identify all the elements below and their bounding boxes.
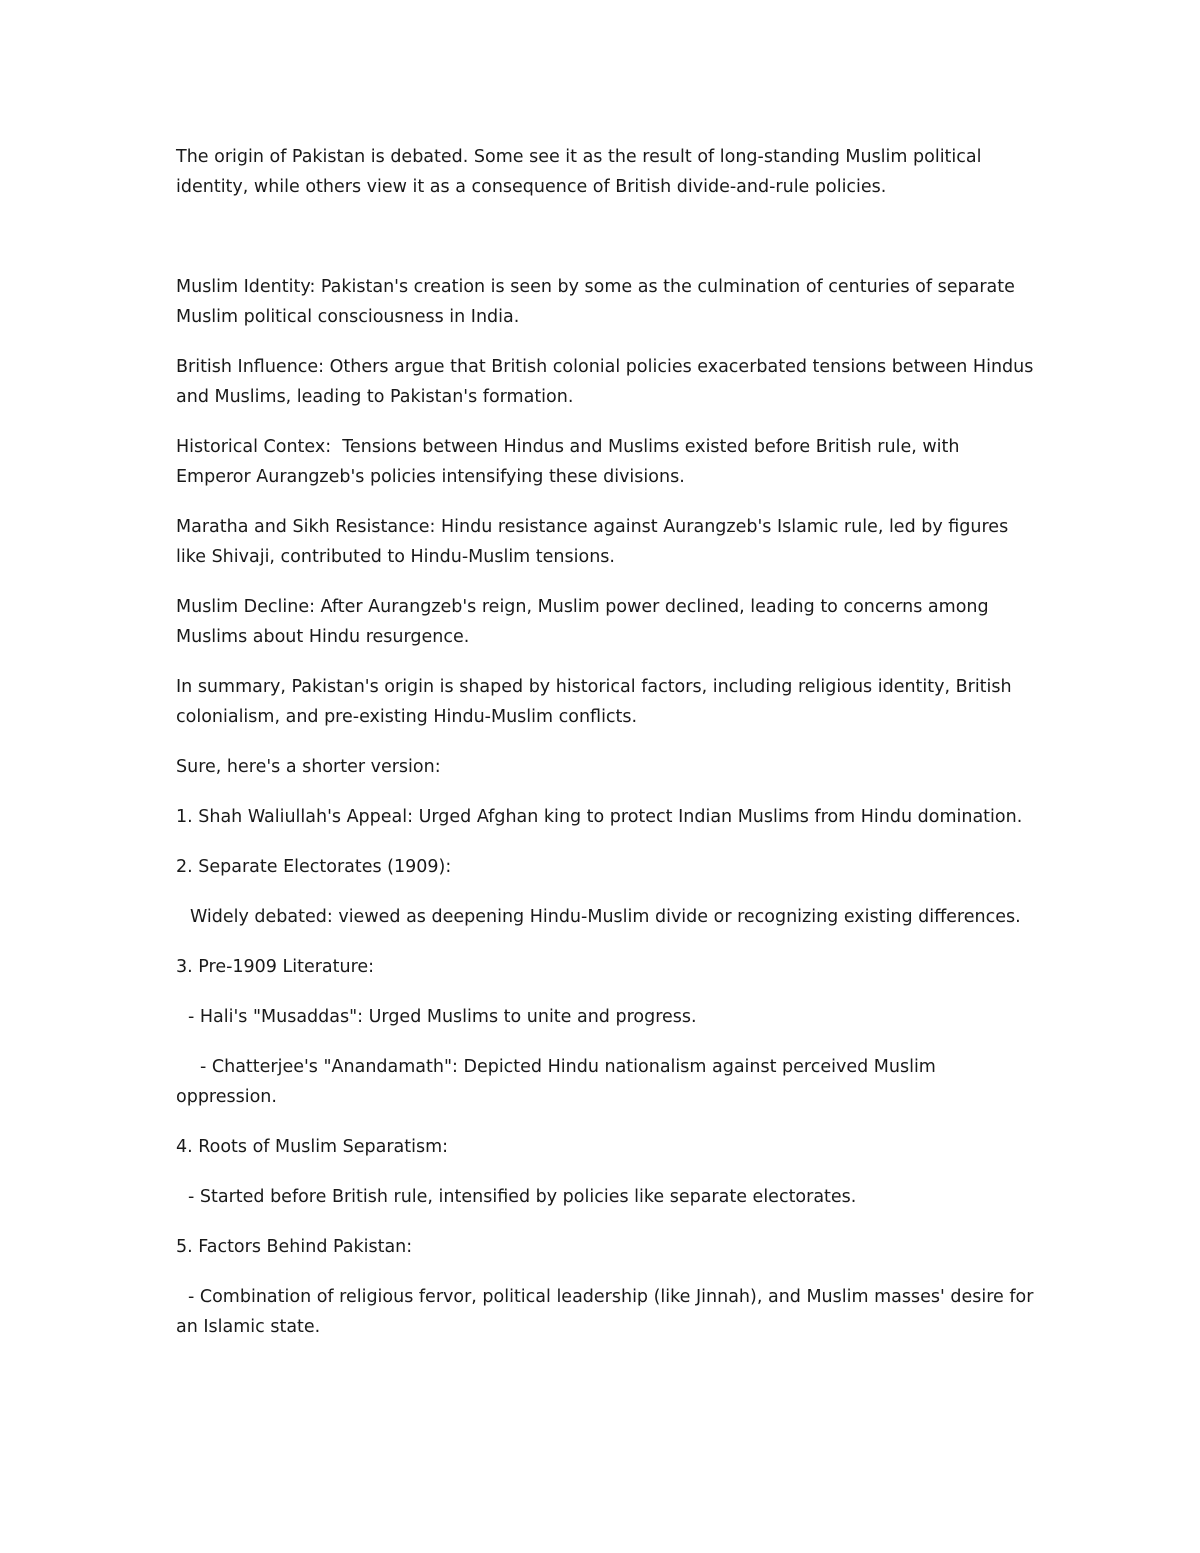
list-item-4-detail: - Started before British rule, intensified by policies like separate electorates.: [188, 1187, 857, 1207]
point-muslim-decline: Muslim Decline: After Aurangzeb's reign, Muslim power declined, leading to concerns among Muslims about Hindu resurgence.: [176, 597, 995, 647]
shorter-version-intro: Sure, here's a shorter version:: [176, 757, 441, 777]
document-body: [176, 142, 1039, 1362]
list-item-5-detail-text: - Combination of religious fervor, political leadership (like Jinnah), and Muslim masses' desire for an Islamic state.: [176, 1287, 1039, 1337]
list-item-5-detail: [176, 1282, 1039, 1342]
list-item-1: 1. Shah Waliullah's Appeal: Urged Afghan king to protect Indian Muslims from Hindu domination.: [176, 807, 1023, 827]
point-british-influence: British Influence: Others argue that British colonial policies exacerbated tensions between Hindus and Muslims, leading to Pakistan's formation.: [176, 357, 1039, 407]
intro-paragraph: The origin of Pakistan is debated. Some see it as the result of long-standing Muslim political identity, while others view it as a consequence of British divide-and-rule policies.: [176, 147, 988, 197]
summary-paragraph: In summary, Pakistan's origin is shaped by historical factors, including religious identity, British colonialism, and pre-existing Hindu-Muslim conflicts.: [176, 677, 1018, 727]
list-item-2-detail: Widely debated: viewed as deepening Hindu-Muslim divide or recognizing existing differences.: [190, 907, 1021, 927]
list-item-4: 4. Roots of Muslim Separatism:: [176, 1137, 449, 1157]
list-item-3-detail-b: [176, 1052, 1036, 1112]
list-item-5: 5. Factors Behind Pakistan:: [176, 1237, 413, 1257]
list-item-2: 2. Separate Electorates (1909):: [176, 857, 452, 877]
list-item-3: 3. Pre-1909 Literature:: [176, 957, 375, 977]
point-muslim-identity: Muslim Identity: Pakistan's creation is seen by some as the culmination of centuries of separate Muslim political consciousness in India.: [176, 277, 1021, 327]
point-maratha-sikh-resistance: Maratha and Sikh Resistance: Hindu resistance against Aurangzeb's Islamic rule, led by figures like Shivaji, contributed to Hindu-Muslim tensions.: [176, 517, 1014, 567]
list-item-3-detail-b-text: - Chatterjee's "Anandamath": Depicted Hindu nationalism against perceived Muslim oppression.: [176, 1057, 942, 1107]
list-item-3-detail-a: - Hali's "Musaddas": Urged Muslims to unite and progress.: [188, 1007, 697, 1027]
point-historical-context: Historical Contex: Tensions between Hindus and Muslims existed before British rule, with Emperor Aurangzeb's policies intensifying these divisions.: [176, 437, 966, 487]
